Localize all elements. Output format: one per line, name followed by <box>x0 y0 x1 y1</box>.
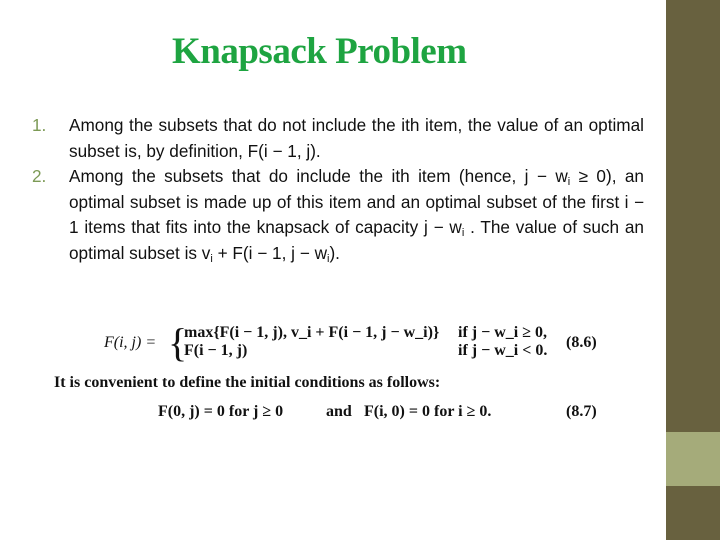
case1-condition: if j − w_i ≥ 0, <box>458 324 547 341</box>
sidebar-decoration <box>666 0 720 540</box>
formula-image <box>50 317 612 424</box>
equation-label-8-7: (8.7) <box>566 403 597 420</box>
init-condition-1: F(0, j) = 0 for j ≥ 0 <box>158 403 284 420</box>
list-item-2 <box>32 164 644 266</box>
slide-title: Knapsack Problem <box>172 31 467 72</box>
list-text: Among the subsets that do not include the ith item, the value of an optimal subset is, by definition, F(i − 1, j). <box>69 115 644 161</box>
list-number: 2. <box>32 166 47 187</box>
formula-brace: { <box>168 320 188 365</box>
init-conditions-text: It is convenient to define the initial conditions as follows: <box>54 374 441 391</box>
case2-condition: if j − w_i < 0. <box>458 342 548 359</box>
list-text: Among the subsets that do include the ith item (hence, $j - w_i \ge 0$), an optimal subset is made up of this item and an optimal subset of the first i − 1 items that fits into the knapsack of capacity $j - w_i$ . The value of such an optimal subset is $v_i + F(i - 1$, $j - w_i$). <box>69 166 644 265</box>
list-number: 1. <box>32 115 47 135</box>
case1-expression: max{F(i − 1, j), v_i + F(i − 1, j − w_i)} <box>184 324 440 341</box>
numbered-list <box>32 113 644 267</box>
init-and: and <box>326 403 352 420</box>
formula-lhs: F(i, j) = <box>104 334 157 351</box>
init-condition-2: F(i, 0) = 0 for i ≥ 0. <box>364 403 492 420</box>
list-item-1 <box>32 113 644 164</box>
equation-label-8-6: (8.6) <box>566 334 597 351</box>
sidebar-accent-block <box>666 432 720 486</box>
case2-expression: F(i − 1, j) <box>184 342 248 359</box>
